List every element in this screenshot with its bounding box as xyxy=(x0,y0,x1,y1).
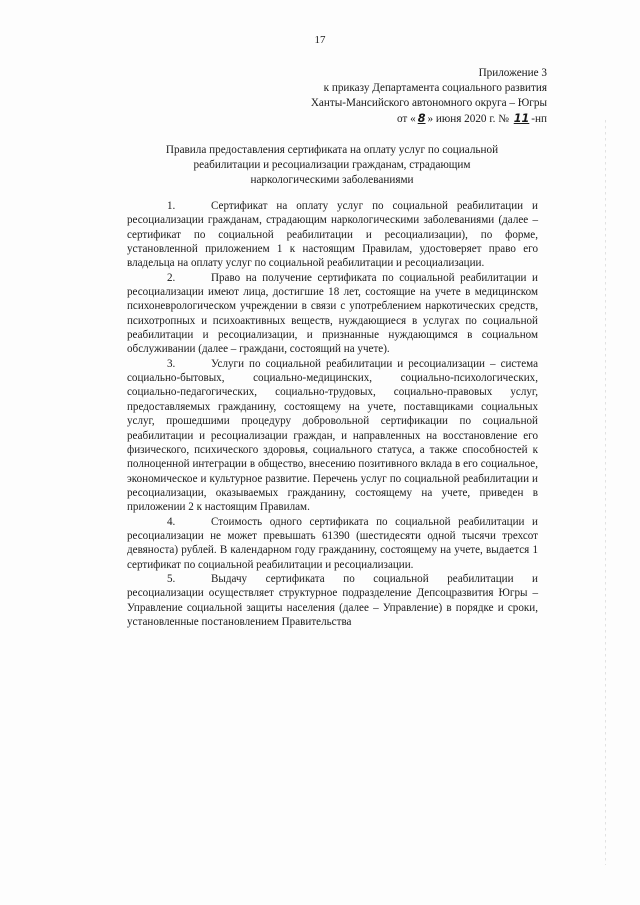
handwritten-number: 11 xyxy=(513,112,530,125)
paragraph-text: Услуги по социальной реабилитации и ресоциализации – система социально-бытовых, социально-медицинских, социально-психологических, социально-педагогических, социально-трудовых, социально-правовых услуг, предоставляемых гражданину, состоящему на учете, поставщиками социальных услуг, прошедшими процедуру добровольной сертификации по социальной реабилитации и ресоциализации граждан, и направленных на восстановление его физического, психического здоровья, социального статуса, а также способностей к полноценной интеграции в общество, внесению позитивного вклада в его социальное, экономическое и культурное развитие. Перечень услуг по социальной реабилитации и ресоциализации, оказываемых гражданину, состоящему на учете, приведен в приложении 2 к настоящим Правилам. xyxy=(127,357,538,514)
scan-edge-artifact xyxy=(605,120,606,865)
appendix-header xyxy=(311,66,547,127)
paragraph-4 xyxy=(127,515,538,572)
appendix-region: Ханты-Мансийского автономного округа – Югры xyxy=(310,97,547,109)
title-line-2: реабилитации и ресоциализации гражданам, страдающим xyxy=(193,158,471,171)
paragraph-number: 4. xyxy=(167,515,176,528)
date-prefix: от « xyxy=(396,113,416,125)
paragraph-1 xyxy=(127,199,538,271)
paragraph-2 xyxy=(127,271,538,357)
appendix-order-ref: к приказу Департамента социального развития xyxy=(323,82,547,94)
page-number: 17 xyxy=(314,34,326,46)
appendix-label: Приложение 3 xyxy=(478,67,547,79)
paragraph-number: 5. xyxy=(167,572,176,585)
paragraph-text: Право на получение сертификата по социальной реабилитации и ресоциализации имеют лица, достигшие 18 лет, состоящие на учете в медицинском психоневрологическом учреждении в связи с употреблением наркотических средств, психотропных и психоактивных веществ, нуждающиеся в услугах по социальной реабилитации и ресоциализации, и признанные нуждающимся в социальном обслуживании (далее – граждани, состоящий на учете). xyxy=(127,271,538,356)
paragraph-text: Стоимость одного сертификата по социальной реабилитации и ресоциализации не может превышать 61390 (шестидесяти одной тысячи трехсот девяноста) рублей. В календарном году гражданину, состоящему на учете, выдается 1 сертификат по социальной реабилитации и ресоциализации. xyxy=(127,515,538,571)
document-title xyxy=(130,143,534,187)
document-body xyxy=(127,199,538,629)
title-line-3: наркологическими заболеваниями xyxy=(250,173,414,186)
paragraph-number: 1. xyxy=(167,200,176,212)
date-middle: » июня 2020 г. № xyxy=(427,113,509,125)
appendix-date-line xyxy=(311,111,547,127)
title-line-1: Правила предоставления сертификата на оплату услуг по социальной xyxy=(165,144,499,156)
paragraph-3 xyxy=(127,357,538,515)
paragraph-text: Сертификат на оплату услуг по социальной реабилитации и ресоциализации гражданам, страдающим наркологическими заболеваниями (далее – сертификат по социальной реабилитации и ресоциализации), по форме, установленной приложением 1 к настоящим Правилам, удостоверяет право его владельца на оплату услуг по социальной реабилитации и ресоциализации. xyxy=(127,200,538,270)
handwritten-day: 8 xyxy=(417,112,426,125)
date-suffix: -нп xyxy=(531,113,547,125)
paragraph-text: Выдачу сертификата по социальной реабилитации и ресоциализации осуществляет структурное подразделение Депсоцразвития Югры – Управление социальной защиты населения (далее – Управление) в порядке и сроки, установленные постановлением Правительства xyxy=(127,572,538,628)
paragraph-5 xyxy=(127,572,538,629)
paragraph-number: 2. xyxy=(167,271,176,284)
paragraph-number: 3. xyxy=(167,357,176,370)
